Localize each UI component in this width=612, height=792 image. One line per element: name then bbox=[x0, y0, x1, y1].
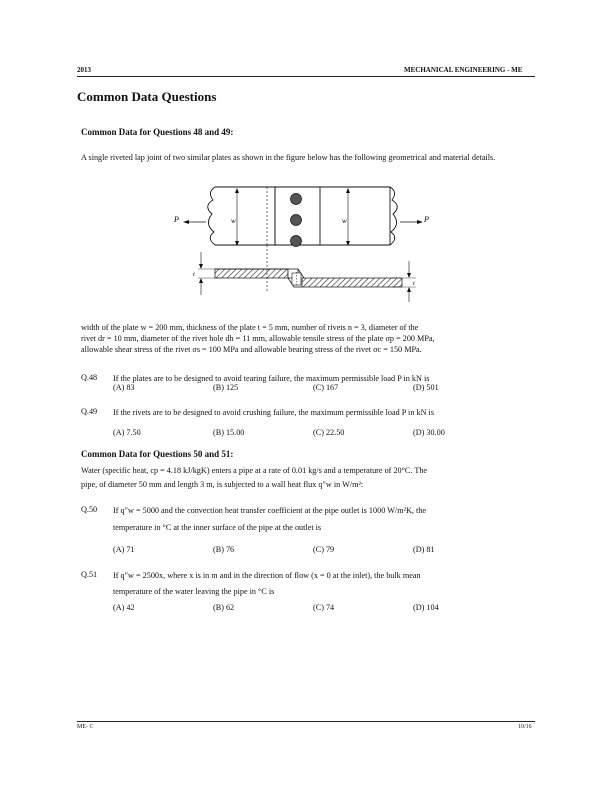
footer-rule bbox=[77, 721, 535, 722]
q50-text-line-2: temperature in °C at the inner surface of the pipe at the outlet is bbox=[113, 523, 322, 532]
q51-text bbox=[113, 569, 533, 598]
q50-option-d[interactable]: (D) 81 bbox=[413, 545, 435, 554]
q50-option-a[interactable]: (A) 71 bbox=[113, 545, 135, 554]
q51-option-b[interactable]: (B) 62 bbox=[213, 603, 235, 612]
q49-option-c[interactable]: (C) 22.50 bbox=[313, 428, 345, 437]
q49-option-a[interactable]: (A) 7.50 bbox=[113, 428, 141, 437]
q48-option-b[interactable]: (B) 125 bbox=[213, 383, 239, 392]
details-line-1: width of the plate w = 200 mm, thickness of the plate t = 5 mm, number of rivets n = 3, diameter of the bbox=[81, 323, 419, 332]
q51-option-a[interactable]: (A) 42 bbox=[113, 603, 135, 612]
rivet-1 bbox=[291, 194, 302, 205]
exam-year: 2013 bbox=[77, 66, 91, 74]
top-view bbox=[173, 187, 429, 247]
width-label-right: w bbox=[342, 217, 347, 225]
thickness-label-left: t bbox=[193, 271, 195, 278]
rivet-2 bbox=[291, 215, 302, 226]
q49-option-d[interactable]: (D) 30.00 bbox=[413, 428, 445, 437]
q51-text-line-1: If q″w = 2500x, where x is in m and in the direction of flow (x = 0 at the inlet), the bulk mean bbox=[113, 571, 421, 580]
q48-number: Q.48 bbox=[81, 373, 98, 382]
load-label-right: P bbox=[424, 215, 429, 224]
pipe-intro bbox=[81, 465, 533, 490]
pipe-intro-line-2: pipe, of diameter 50 mm and length 3 m, is subjected to a wall heat flux q″w in W/m²: bbox=[81, 480, 364, 489]
q50-option-b[interactable]: (B) 76 bbox=[213, 545, 235, 554]
q50-option-c[interactable]: (C) 79 bbox=[313, 545, 335, 554]
q49-text: If the rivets are to be designed to avoid crushing failure, the maximum permissible load P in kN is bbox=[113, 408, 434, 417]
lap-joint-details bbox=[81, 322, 533, 355]
details-line-3: allowable shear stress of the rivet σs = 100 MPa and allowable bearing stress of the rivet σc = 150 MPa. bbox=[81, 345, 422, 354]
q51-text-line-2: temperature of the water leaving the pipe in °C is bbox=[113, 587, 275, 596]
lap-joint-figure bbox=[170, 182, 440, 304]
q51-option-c[interactable]: (C) 74 bbox=[313, 603, 335, 612]
page-number: 10/16 bbox=[518, 724, 532, 730]
section-title: Common Data Questions bbox=[77, 89, 217, 104]
q48-option-c[interactable]: (C) 167 bbox=[313, 383, 339, 392]
width-label-left: w bbox=[231, 217, 236, 225]
lap-joint-intro: A single riveted lap joint of two similar plates as shown in the figure below has the following geometrical and material details. bbox=[81, 153, 496, 162]
exam-subject: MECHANICAL ENGINEERING - ME bbox=[404, 66, 523, 74]
q51-option-d[interactable]: (D) 104 bbox=[413, 603, 439, 612]
pipe-intro-line-1: Water (specific heat, cp = 4.18 kJ/kgK) enters a pipe at a rate of 0.01 kg/s and a temperature of 20°C. The bbox=[81, 466, 428, 475]
common-data-heading-48-49: Common Data for Questions 48 and 49: bbox=[81, 127, 234, 137]
q51-number: Q.51 bbox=[81, 570, 98, 579]
common-data-heading-50-51: Common Data for Questions 50 and 51: bbox=[81, 449, 234, 459]
header-rule bbox=[77, 76, 535, 77]
q48-option-d[interactable]: (D) 501 bbox=[413, 383, 439, 392]
q49-option-b[interactable]: (B) 15.00 bbox=[213, 428, 245, 437]
thickness-label-right: t bbox=[413, 280, 415, 287]
q50-number: Q.50 bbox=[81, 505, 98, 514]
q50-text bbox=[113, 504, 533, 534]
q50-text-line-1: If q″w = 5000 and the convection heat transfer coefficient at the pipe outlet is 1000 W/m²K, the bbox=[113, 506, 427, 515]
details-line-2: rivet dr = 10 mm, diameter of the rivet hole dh = 11 mm, allowable tensile stress of the plate σp = 200 MPa, bbox=[81, 334, 435, 343]
rivet-3 bbox=[291, 236, 302, 247]
q48-text: If the plates are to be designed to avoid tearing failure, the maximum permissible load P in kN is bbox=[113, 374, 430, 383]
q49-number: Q.49 bbox=[81, 407, 98, 416]
side-view bbox=[193, 245, 416, 302]
paper-code: ME- C bbox=[77, 724, 94, 730]
load-label-left: P bbox=[174, 215, 179, 224]
q48-option-a[interactable]: (A) 83 bbox=[113, 383, 135, 392]
